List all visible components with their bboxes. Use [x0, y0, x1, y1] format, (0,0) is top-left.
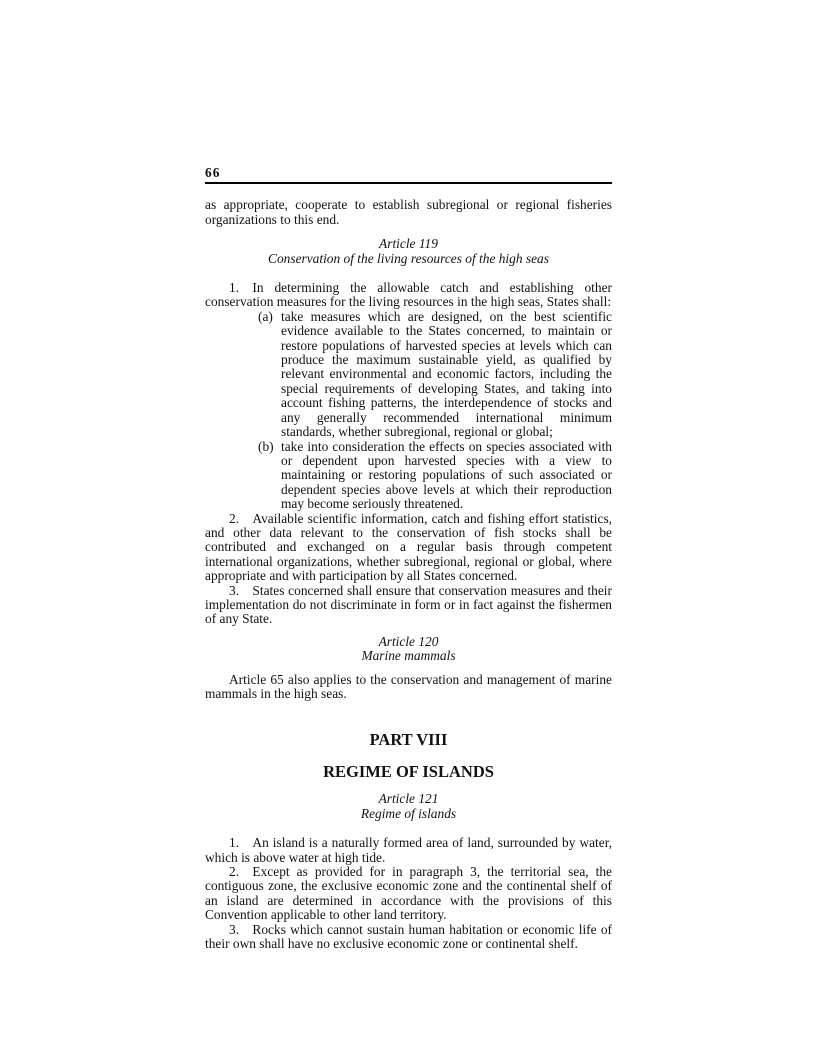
article-120-heading	[205, 635, 612, 664]
article-119-item-a-text: take measures which are designed, on the best scientific evidence available to the States concerned, to maintain or restore populations of harvested species at levels which can produce the maximum sustainable yield, as qualified by relevant environmental and economic factors, including the special requirements of developing States, and taking into account fishing patterns, the interdependence of stocks and any generally recommended international minimum standards, whether subregional, regional or global;	[281, 308, 612, 440]
part-viii-heading: PART VIII	[369, 730, 448, 750]
article-119-item-a-marker: (a)	[258, 308, 273, 324]
article-120-title: Article 120	[378, 633, 439, 649]
article-120-subtitle: Marine mammals	[361, 648, 456, 664]
article-121-heading	[205, 792, 612, 821]
article-119-title: Article 119	[379, 236, 438, 252]
article-119-subtitle: Conservation of the living resources of the high seas	[268, 250, 549, 266]
part-viii-subheading: REGIME OF ISLANDS	[323, 762, 494, 782]
article-121-title: Article 121	[378, 791, 439, 807]
article-121-subtitle: Regime of islands	[360, 805, 457, 821]
article-120-paragraph-1: Article 65 also applies to the conservation and management of marine mammals in the high seas.	[205, 671, 612, 701]
page-content	[205, 166, 612, 951]
article-119-paragraph-2: 2. Available scientific information, catch and fishing effort statistics, and other data relevant to the conservation of fish stocks shall be contributed and exchanged on a regular basis through competent international organizations, whether subregional, regional or global, where appropriate and with participation by all States concerned.	[205, 510, 612, 584]
article-121-paragraph-2: 2. Except as provided for in paragraph 3, the territorial sea, the contiguous zone, the exclusive economic zone and the continental shelf of an island are determined in accordance with the provisions of this Convention applicable to other land territory.	[205, 864, 612, 923]
article-119-paragraph-3: 3. States concerned shall ensure that conservation measures and their implementation do not discriminate in form or in fact against the fishermen of any State.	[205, 582, 612, 627]
article-119-item-a	[205, 310, 612, 440]
article-119-paragraph-1: 1. In determining the allowable catch and establishing other conservation measures for the living resources in the high seas, States shall:	[205, 280, 612, 310]
article-119-item-b	[205, 440, 612, 512]
page-number: 66	[205, 165, 221, 180]
article-119-item-b-text: take into consideration the effects on species associated with or dependent upon harvested species with a view to maintaining or restoring populations of such associated or dependent species above levels at which their reproduction may become seriously threatened.	[281, 438, 612, 512]
continuation-paragraph: as appropriate, cooperate to establish subregional or regional fisheries organizations to this end.	[205, 197, 612, 227]
article-121-paragraph-1: 1. An island is a naturally formed area of land, surrounded by water, which is above water at high tide.	[205, 835, 612, 865]
article-119-heading	[205, 237, 612, 266]
article-121-paragraph-3: 3. Rocks which cannot sustain human habitation or economic life of their own shall have no exclusive economic zone or continental shelf.	[205, 921, 612, 952]
page-header	[205, 166, 612, 184]
article-119-item-b-marker: (b)	[258, 438, 274, 454]
